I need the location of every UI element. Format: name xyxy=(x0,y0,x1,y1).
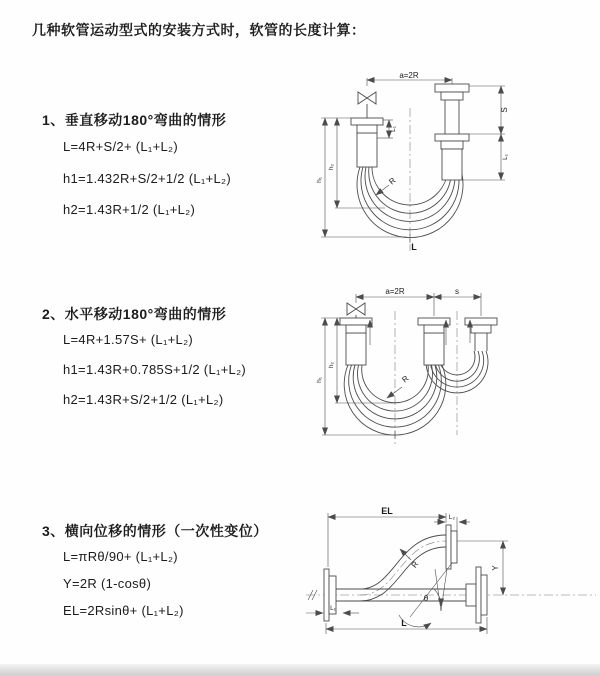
dim-label-h2: h₂ xyxy=(328,163,335,171)
diagram-vertical-bend xyxy=(315,72,595,257)
formula-line: L=4R+S/2+ (L₁+L₂) xyxy=(63,139,178,154)
dimension-length xyxy=(326,617,487,634)
dimension-l2 xyxy=(434,514,470,531)
middle-pipe-end xyxy=(418,318,450,365)
radius-callout xyxy=(376,176,398,195)
dim-label-length: L xyxy=(411,242,417,252)
flange xyxy=(346,325,366,333)
dimension-width xyxy=(356,287,481,316)
formula-line: h1=1.43R+0.785S+1/2 (L₁+L₂) xyxy=(63,362,247,377)
radius-callout xyxy=(400,549,420,570)
left-flange xyxy=(324,569,336,621)
angle-label: θ xyxy=(423,594,429,603)
formula-line: h2=1.43R+S/2+1/2 (L₁+L₂) xyxy=(63,392,224,407)
valve-icon xyxy=(358,92,376,118)
dimension-l1 xyxy=(306,605,359,613)
page-edge-shadow xyxy=(0,664,600,675)
dim-label-h2: h₂ xyxy=(328,361,335,369)
flange xyxy=(351,118,383,125)
dimension-el xyxy=(328,506,446,570)
diagram-horizontal-bend xyxy=(315,285,600,460)
dimension-length xyxy=(410,234,417,252)
radius-label: R xyxy=(400,373,411,385)
dim-label-h1: h₁ xyxy=(316,177,323,183)
valve-icon xyxy=(347,303,365,318)
page-title: 几种软管运动型式的安装方式时，软管的长度计算： xyxy=(32,22,366,38)
dim-label-s: S xyxy=(500,107,509,113)
dim-label-h1: h₁ xyxy=(316,377,323,383)
displaced-hose xyxy=(360,535,446,601)
dim-label-width: a=2R xyxy=(399,72,419,80)
flange xyxy=(471,325,491,333)
diagram-lateral-displacement xyxy=(300,505,600,645)
formula-line: h1=1.432R+S/2+1/2 (L₁+L₂) xyxy=(63,171,231,186)
flange xyxy=(435,84,469,92)
section-2-heading: 2、水平移动180°弯曲的情形 xyxy=(42,306,227,322)
hose-braid xyxy=(346,333,366,365)
dim-label-s: s xyxy=(455,287,459,296)
top-flange xyxy=(446,525,457,569)
radius-callout xyxy=(387,374,411,398)
coupling xyxy=(435,134,469,141)
coupling xyxy=(441,141,463,149)
dim-label-el: EL xyxy=(381,506,393,516)
hose-braid xyxy=(424,333,444,365)
formula-line: h2=1.43R+1/2 (L₁+L₂) xyxy=(63,202,196,217)
hose-braid xyxy=(442,149,462,180)
formula-line: L=πRθ/90+ (L₁+L₂) xyxy=(63,549,178,564)
dim-label-l1: L₁ xyxy=(502,154,509,160)
dim-label-l2: L₂ xyxy=(448,514,456,521)
flange xyxy=(441,92,463,100)
dim-label-width: a=2R xyxy=(385,287,405,296)
flange xyxy=(418,318,450,325)
dim-label-length: L xyxy=(401,618,407,628)
section-3-heading: 3、横向位移的情形（一次性变位） xyxy=(42,523,268,539)
flange xyxy=(424,325,444,333)
dim-label-y: Y xyxy=(491,565,500,571)
dimension-s xyxy=(469,86,509,134)
left-pipe-end xyxy=(340,303,372,365)
dim-label-l1: L₁ xyxy=(330,605,336,612)
dimension-s xyxy=(434,287,481,297)
hose-braid xyxy=(357,133,377,167)
right-flange xyxy=(476,567,487,623)
left-pipe-end xyxy=(351,92,383,167)
dim-label-l1: L₁ xyxy=(390,126,397,132)
flange xyxy=(357,125,377,133)
radius-label: R xyxy=(387,175,398,187)
formula-line: L=4R+1.57S+ (L₁+L₂) xyxy=(63,332,194,347)
section-1-heading: 1、垂直移动180°弯曲的情形 xyxy=(42,112,227,128)
flange xyxy=(340,318,372,325)
formula-line: Y=2R (1-cosθ) xyxy=(63,576,152,591)
formula-line: EL=2Rsinθ+ (L₁+L₂) xyxy=(63,603,184,618)
radius-label: R xyxy=(409,559,421,570)
right-pipe-end xyxy=(435,84,469,180)
